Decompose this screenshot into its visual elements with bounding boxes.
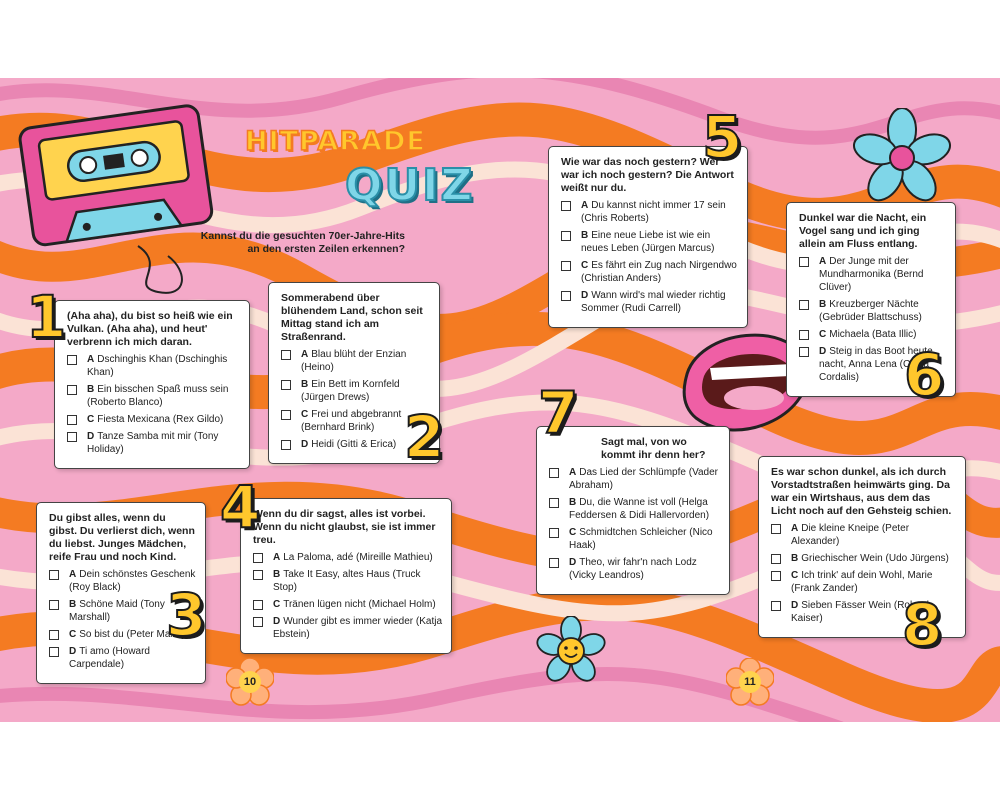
page-number-label: 11 xyxy=(744,676,756,688)
question-number-8: 8 xyxy=(902,591,943,659)
answer-checkbox[interactable] xyxy=(549,528,559,538)
answer-checkbox[interactable] xyxy=(561,231,571,241)
answer-option-c[interactable]: C Schmidtchen Schleicher (Nico Haak) xyxy=(549,526,720,552)
answer-option-a[interactable]: A Dschinghis Khan (Dschinghis Khan) xyxy=(67,353,240,379)
answer-option-b[interactable]: B Take It Easy, altes Haus (Truck Stop) xyxy=(253,568,442,594)
answer-option-a[interactable]: A Dein schönstes Geschenk (Roy Black) xyxy=(49,568,196,594)
answer-checkbox[interactable] xyxy=(771,524,781,534)
question-text: Es war schon dunkel, als ich durch Vorstadtstraßen heimwärts ging. Da war ein Wirtshaus, aus dem das Licht noch auf den Gehsteig schien. xyxy=(771,466,952,517)
flower-icon xyxy=(852,108,952,208)
question-number-5: 5 xyxy=(702,103,743,171)
answer-checkbox[interactable] xyxy=(49,630,59,640)
answer-option-c[interactable]: C Es fährt ein Zug nach Nirgendwo (Christian Anders) xyxy=(561,259,738,285)
answer-checkbox[interactable] xyxy=(799,257,809,267)
answer-option-c[interactable]: C Frei und abgebrannt (Bernhard Brink) xyxy=(281,408,430,434)
answer-checkbox[interactable] xyxy=(281,440,291,450)
answer-checkbox[interactable] xyxy=(561,261,571,271)
answer-option-a[interactable]: A Der Junge mit der Mundharmonika (Bernd Clüver) xyxy=(799,255,946,294)
quiz-card-1 xyxy=(54,300,250,469)
answer-option-a[interactable]: A Du kannst nicht immer 17 sein (Chris Roberts) xyxy=(561,199,738,225)
answer-option-c[interactable]: C Tränen lügen nicht (Michael Holm) xyxy=(253,598,442,611)
question-text: Sagt mal, von wo kommt ihr denn her? xyxy=(601,436,706,461)
answer-checkbox[interactable] xyxy=(771,601,781,611)
answer-option-c[interactable]: C So bist du (Peter Maffay) xyxy=(49,628,196,641)
answer-option-d[interactable]: D Tanze Samba mit mir (Tony Holiday) xyxy=(67,430,240,456)
question-number-1: 1 xyxy=(26,283,67,351)
quiz-title-line2: QUIZ xyxy=(345,160,475,211)
answer-checkbox[interactable] xyxy=(67,355,77,365)
answer-option-c[interactable]: C Michaela (Bata Illic) xyxy=(799,328,946,341)
quiz-card-4 xyxy=(240,498,452,654)
question-text: Du gibst alles, wenn du gibst. Du verlierst dich, wenn du liebst. Junges Mädchen, reife Frau und noch Kind. xyxy=(49,512,195,563)
answer-option-a[interactable]: A Blau blüht der Enzian (Heino) xyxy=(281,348,430,374)
quiz-card-5 xyxy=(548,146,748,328)
answer-checkbox[interactable] xyxy=(771,554,781,564)
answer-checkbox[interactable] xyxy=(281,410,291,420)
answer-checkbox[interactable] xyxy=(253,600,263,610)
answer-checkbox[interactable] xyxy=(281,380,291,390)
answer-checkbox[interactable] xyxy=(561,201,571,211)
question-number-6: 6 xyxy=(904,341,945,409)
question-text: Sommerabend über blühendem Land, schon seit Mittag stand ich am Straßenrand. xyxy=(281,292,423,343)
cassette-tape-icon xyxy=(18,96,228,296)
question-text: Wenn du dir sagst, alles ist vorbei. Wenn du nicht glaubst, sie ist immer treu. xyxy=(253,508,436,546)
question-number-7: 7 xyxy=(538,379,579,447)
smiley-flower-icon xyxy=(536,616,606,686)
answer-checkbox[interactable] xyxy=(771,571,781,581)
answer-option-d[interactable]: D Heidi (Gitti & Erica) xyxy=(281,438,430,451)
answer-checkbox[interactable] xyxy=(549,558,559,568)
answer-checkbox[interactable] xyxy=(561,291,571,301)
page-number-label: 10 xyxy=(243,676,257,688)
answer-option-b[interactable]: B Du, die Wanne ist voll (Helga Feddersen & Didi Hallervorden) xyxy=(549,496,720,522)
question-number-4: 4 xyxy=(220,473,261,541)
page-number-left xyxy=(226,658,274,706)
answer-checkbox[interactable] xyxy=(67,385,77,395)
answer-option-b[interactable]: B Ein bisschen Spaß muss sein (Roberto Blanco) xyxy=(67,383,240,409)
answer-option-d[interactable]: D Wunder gibt es immer wieder (Katja Ebstein) xyxy=(253,615,442,641)
answer-option-b[interactable]: B Eine neue Liebe ist wie ein neues Leben (Jürgen Marcus) xyxy=(561,229,738,255)
answer-checkbox[interactable] xyxy=(49,647,59,657)
answer-checkbox[interactable] xyxy=(253,553,263,563)
answer-option-c[interactable]: C Fiesta Mexicana (Rex Gildo) xyxy=(67,413,240,426)
question-text: (Aha aha), du bist so heiß wie ein Vulkan. (Aha aha), und heut' verbrenn ich mich daran. xyxy=(67,310,233,348)
answer-checkbox[interactable] xyxy=(799,300,809,310)
question-text: Dunkel war die Nacht, ein Vogel sang und ich ging allein am Fluss entlang. xyxy=(799,212,927,250)
answer-checkbox[interactable] xyxy=(49,600,59,610)
answer-option-d[interactable]: D Steig in das Boot heute nacht, Anna Lena (Costa Cordalis) xyxy=(799,345,946,384)
answer-option-a[interactable]: A Die kleine Kneipe (Peter Alexander) xyxy=(771,522,956,548)
answer-checkbox[interactable] xyxy=(67,432,77,442)
quiz-spread xyxy=(0,78,1000,722)
answer-option-d[interactable]: D Ti amo (Howard Carpendale) xyxy=(49,645,196,671)
answer-option-a[interactable]: A Das Lied der Schlümpfe (Vader Abraham) xyxy=(549,466,720,492)
answer-checkbox[interactable] xyxy=(253,570,263,580)
answer-option-d[interactable]: D Theo, wir fahr'n nach Lodz (Vicky Leandros) xyxy=(549,556,720,582)
quiz-title-line1: HITPARADE xyxy=(245,126,426,157)
answer-option-d[interactable]: D Wann wird's mal wieder richtig Sommer (Rudi Carrell) xyxy=(561,289,738,315)
answer-checkbox[interactable] xyxy=(253,617,263,627)
quiz-card-7 xyxy=(536,426,730,595)
answer-checkbox[interactable] xyxy=(67,415,77,425)
question-number-2: 2 xyxy=(404,403,445,471)
answer-checkbox[interactable] xyxy=(281,350,291,360)
answer-option-b[interactable]: B Ein Bett im Kornfeld (Jürgen Drews) xyxy=(281,378,430,404)
answer-option-b[interactable]: B Kreuzberger Nächte (Gebrüder Blattschuss) xyxy=(799,298,946,324)
question-text: Wie war das noch gestern? Wer war ich noch gestern? Die Antwort weißt nur du. xyxy=(561,156,734,194)
question-number-3: 3 xyxy=(166,581,207,649)
answer-option-b[interactable]: B Schöne Maid (Tony Marshall) xyxy=(49,598,196,624)
answer-checkbox[interactable] xyxy=(549,498,559,508)
answer-option-c[interactable]: C Ich trink' auf dein Wohl, Marie (Frank Zander) xyxy=(771,569,956,595)
answer-option-b[interactable]: B Griechischer Wein (Udo Jürgens) xyxy=(771,552,956,565)
answer-checkbox[interactable] xyxy=(799,347,809,357)
answer-option-a[interactable]: A La Paloma, adé (Mireille Mathieu) xyxy=(253,551,442,564)
answer-checkbox[interactable] xyxy=(49,570,59,580)
answer-checkbox[interactable] xyxy=(549,468,559,478)
quiz-subtitle: Kannst du die gesuchten 70er-Jahre-Hits an den ersten Zeilen erkennen? xyxy=(200,230,405,255)
page-number-right xyxy=(726,658,774,706)
answer-checkbox[interactable] xyxy=(799,330,809,340)
answer-option-d[interactable]: D Sieben Fässer Wein (Roland Kaiser) xyxy=(771,599,956,625)
